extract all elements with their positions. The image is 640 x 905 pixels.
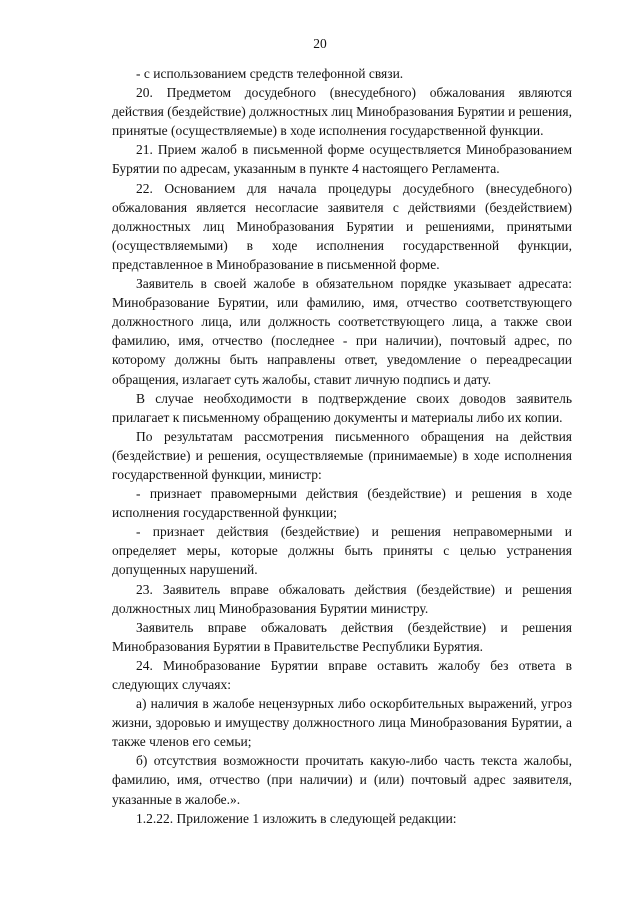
paragraph-item-24: 24. Минобразование Бурятии вправе оставить жалобу без ответа в следующих случаях:	[112, 657, 572, 692]
paragraph-phone-clause: - с использованием средств телефонной связи.	[136, 66, 404, 81]
paragraph-appeal-government: Заявитель вправе обжаловать действия (бездействие) и решения Минобразования Бурятии в Правительстве Республики Бурятия.	[112, 619, 572, 654]
paragraph-lawful-decision: - признает правомерными действия (бездействие) и решения в ходе исполнения государственной функции;	[112, 486, 572, 521]
paragraph-item-1-2-22: 1.2.22. Приложение 1 изложить в следующей редакции:	[136, 810, 457, 826]
paragraph-item-23: 23. Заявитель вправе обжаловать действия (бездействие) и решения должностных лиц Минобразования Бурятии министру.	[112, 581, 572, 616]
paragraph-case-b: б) отсутствия возможности прочитать какую-либо часть текста жалобы, фамилию, имя, отчество (при наличии) и (или) почтовый адрес заявителя, указанные в жалобе.».	[112, 753, 572, 807]
paragraph-item-20: 20. Предметом досудебного (внесудебного) обжалования являются действия (бездействие) должностных лиц Минобразования Бурятии и решения, принятые (осуществляемые) в ходе исполнения государственной функции.	[112, 85, 572, 139]
paragraph-case-a: а) наличия в жалобе нецензурных либо оскорбительных выражений, угроз жизни, здоровью и имуществу должностного лица Минобразования Бурятии, а также членов его семьи;	[112, 696, 572, 750]
paragraph-item-21: 21. Прием жалоб в письменной форме осуществляется Минобразованием Бурятии по адресам, указанным в пункте 4 настоящего Регламента.	[112, 142, 572, 177]
paragraph-item-22: 22. Основанием для начала процедуры досудебного (внесудебного) обжалования является несогласие заявителя с действиями (бездействием) должностных лиц Минобразования Бурятии и решениями, принятыми (осуществляемыми) в ходе исполнения государственной функции, представленное в Минобразование в письменной форме.	[112, 180, 572, 272]
document-body	[112, 64, 572, 828]
paragraph-review-results: По результатам рассмотрения письменного обращения на действия (бездействие) и решения, осуществляемые (принимаемые) в ходе исполнения государственной функции, министр:	[112, 428, 572, 482]
paragraph-unlawful-decision: - признает действия (бездействие) и решения неправомерными и определяет меры, которые должны быть приняты с целью устранения допущенных нарушений.	[112, 524, 572, 578]
paragraph-complaint-contents: Заявитель в своей жалобе в обязательном порядке указывает адресата: Минобразование Бурятии, или фамилию, имя, отчество соответствующего должностного лица, или должность соответствующего лица, а также свои фамилию, имя, отчество (последнее - при наличии), почтовый адрес, по которому должны быть направлены ответ, уведомление о переадресации обращения, излагает суть жалобы, ставит личную подпись и дату.	[112, 276, 572, 387]
paragraph-supporting-documents: В случае необходимости в подтверждение своих доводов заявитель прилагает к письменному обращению документы и материалы либо их копии.	[112, 390, 572, 425]
page-number: 20	[313, 36, 327, 51]
